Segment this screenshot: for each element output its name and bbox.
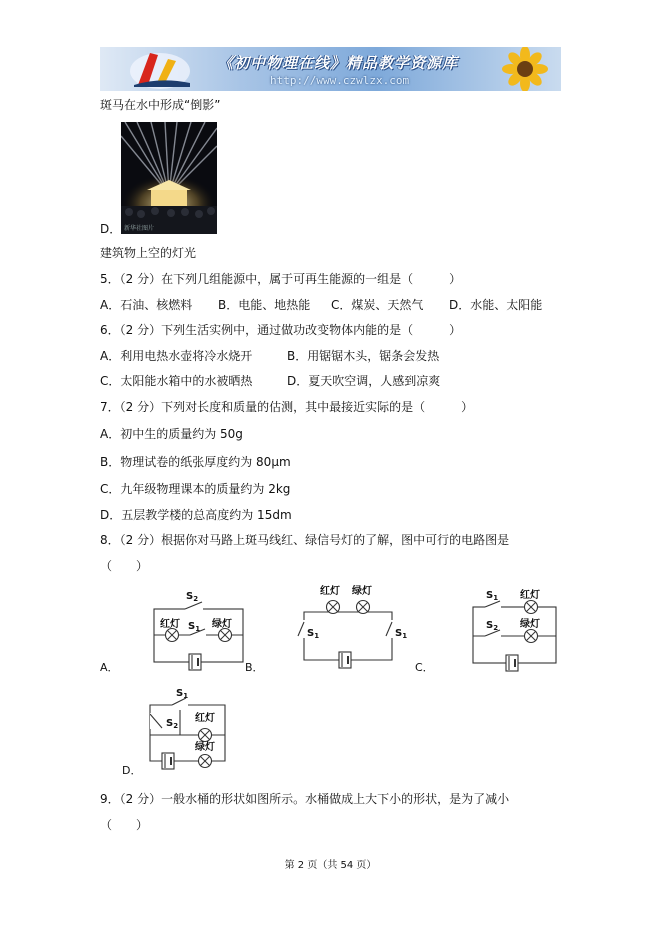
circuit-c-red-label: 红灯 bbox=[520, 590, 540, 601]
circuit-b-green-label: 绿灯 bbox=[352, 586, 372, 597]
circuit-c-s1-label: $S_1$ bbox=[486, 590, 499, 602]
circuit-c bbox=[473, 601, 556, 672]
photo-caption: 新华社图片 bbox=[124, 225, 155, 232]
circuit-a bbox=[154, 602, 243, 670]
q6-option-d: D．夏天吹空调，人感到凉爽 bbox=[287, 374, 441, 388]
q5-option-d: D．水能、太阳能 bbox=[449, 298, 543, 312]
q7-option-d: D．五层教学楼的总高度约为 15dm bbox=[100, 508, 292, 522]
circuit-d bbox=[150, 698, 225, 769]
banner-url: http://www.czwlzx.com bbox=[270, 74, 410, 87]
logo-icon bbox=[120, 47, 210, 91]
q7-stem: 7．（2 分）下列对长度和质量的估测，其中最接近实际的是（ ） bbox=[100, 400, 474, 414]
page-number: 第 2 页（共 54 页） bbox=[284, 860, 377, 871]
q9-stem-line1: 9．（2 分）一般水桶的形状如图所示。水桶做成上大下小的形状，是为了减小 bbox=[100, 792, 510, 806]
q7-option-a: A．初中生的质量约为 50g bbox=[100, 427, 243, 441]
header-banner bbox=[100, 47, 561, 91]
circuit-d-s1-label: $S_1$ bbox=[176, 688, 189, 700]
option-c-caption: 斑马在水中形成“倒影” bbox=[100, 98, 221, 112]
q6-option-c: C．太阳能水箱中的水被晒热 bbox=[100, 374, 253, 388]
q8-stem-line2: （ ） bbox=[100, 559, 149, 573]
q6-option-b: B．用锯锯木头，锯条会发热 bbox=[287, 349, 440, 363]
option-d-label: D． bbox=[100, 222, 122, 236]
q7-option-c: C．九年级物理课本的质量约为 2kg bbox=[100, 482, 291, 496]
circuit-a-red-label: 红灯 bbox=[160, 619, 180, 630]
building-light-photo bbox=[121, 122, 217, 234]
q9-stem-line2: （ ） bbox=[100, 818, 149, 832]
q7-option-b: B．物理试卷的纸张厚度约为 80μm bbox=[100, 455, 291, 469]
q5-option-a: A．石油、核燃料 bbox=[100, 298, 193, 312]
circuit-b-s1-right-label: $S_1$ bbox=[395, 628, 408, 640]
q8-option-a-label: A． bbox=[100, 661, 119, 674]
circuit-d-red-label: 红灯 bbox=[195, 713, 215, 724]
q8-option-b-label: B． bbox=[245, 661, 264, 674]
q8-stem-line1: 8．（2 分）根据你对马路上斑马线红、绿信号灯的了解，图中可行的电路图是 bbox=[100, 533, 510, 547]
circuit-c-green-label: 绿灯 bbox=[520, 619, 540, 630]
circuit-c-s2-label: $S_2$ bbox=[486, 620, 499, 632]
q8-option-c-label: C． bbox=[415, 661, 434, 674]
q8-option-d-label: D． bbox=[122, 764, 142, 777]
sunflower-icon bbox=[495, 47, 555, 91]
q5-stem: 5．（2 分）在下列几组能源中，属于可再生能源的一组是（ ） bbox=[100, 272, 462, 286]
circuit-d-green-label: 绿灯 bbox=[195, 742, 215, 753]
circuit-d-s2-label: $S_2$ bbox=[166, 718, 179, 730]
circuit-b-s1-left-label: $S_1$ bbox=[307, 628, 320, 640]
q5-option-b: B．电能、地热能 bbox=[218, 298, 311, 312]
circuit-b-red-label: 红灯 bbox=[320, 586, 340, 597]
circuit-a-green-label: 绿灯 bbox=[212, 619, 232, 630]
q5-option-c: C．煤炭、天然气 bbox=[331, 298, 424, 312]
circuit-a-s1-label: $S_1$ bbox=[188, 621, 201, 633]
option-d-caption: 建筑物上空的灯光 bbox=[100, 246, 197, 260]
circuit-diagrams bbox=[0, 580, 661, 780]
q6-stem: 6．（2 分）下列生活实例中，通过做功改变物体内能的是（ ） bbox=[100, 323, 462, 337]
q6-option-a: A．利用电热水壶将冷水烧开 bbox=[100, 349, 253, 363]
banner-title: 《初中物理在线》精品教学资源库 bbox=[218, 54, 459, 72]
circuit-a-s2-label: $S_2$ bbox=[186, 591, 199, 603]
